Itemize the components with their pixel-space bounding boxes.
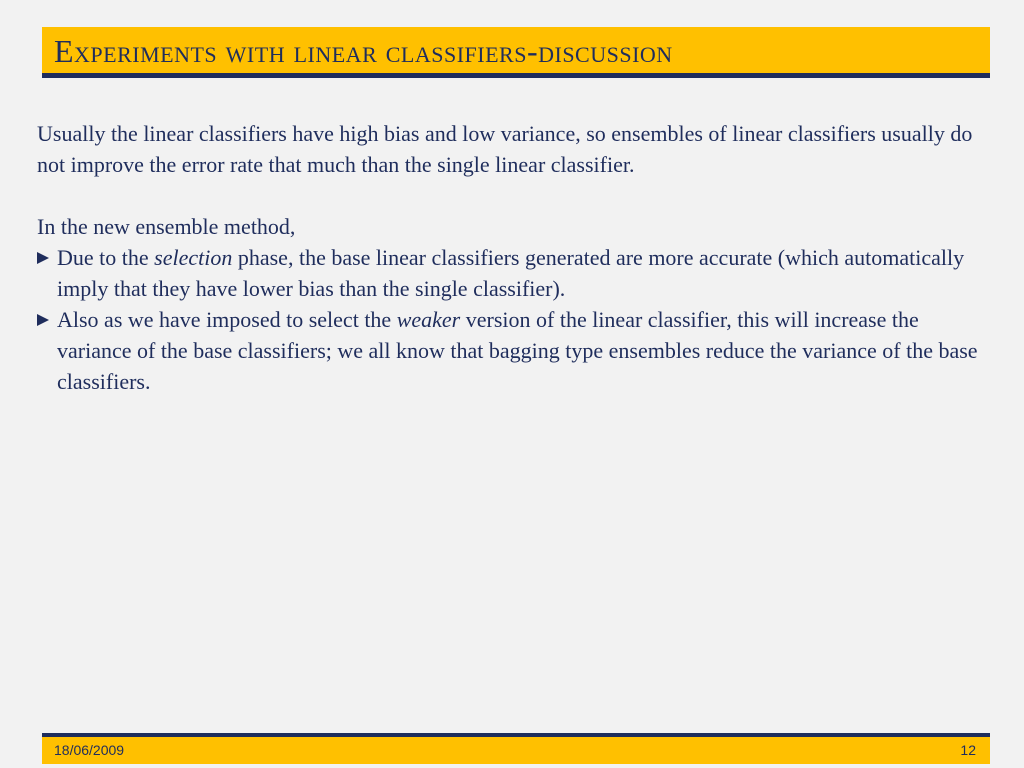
triangle-right-icon <box>37 252 49 264</box>
lead-text: In the new ensemble method, <box>37 214 296 239</box>
bullet-1-before: Due to the <box>57 245 155 270</box>
paragraph-gap <box>37 180 997 211</box>
bullet-item-1 <box>37 242 997 304</box>
slide-content <box>37 118 997 397</box>
title-bar <box>42 27 990 78</box>
bullet-item-2 <box>37 304 997 397</box>
footer-bar <box>42 737 990 764</box>
bullet-2-before: Also as we have imposed to select the <box>57 307 397 332</box>
footer-date: 18/06/2009 <box>54 742 125 758</box>
bullet-2-emphasis: weaker <box>396 307 461 332</box>
bullet-1-emphasis: selection <box>154 245 233 270</box>
slide-title: Experiments with linear classifiers-discussion <box>54 33 673 69</box>
page-number: 12 <box>960 742 976 758</box>
bullet-2-after: version of the linear classifier, this will increase the variance of the base classifiers; we all know that bagging type ensembles reduce the variance of the base classifiers. <box>57 307 978 394</box>
intro-paragraph: Usually the linear classifiers have high bias and low variance, so ensembles of linear classifiers usually do not improve the error rate that much than the single linear classifier. <box>37 121 973 177</box>
triangle-right-icon <box>37 314 49 326</box>
bullet-1-after: phase, the base linear classifiers generated are more accurate (which automatically imply that they have lower bias than the single classifier). <box>57 245 965 301</box>
